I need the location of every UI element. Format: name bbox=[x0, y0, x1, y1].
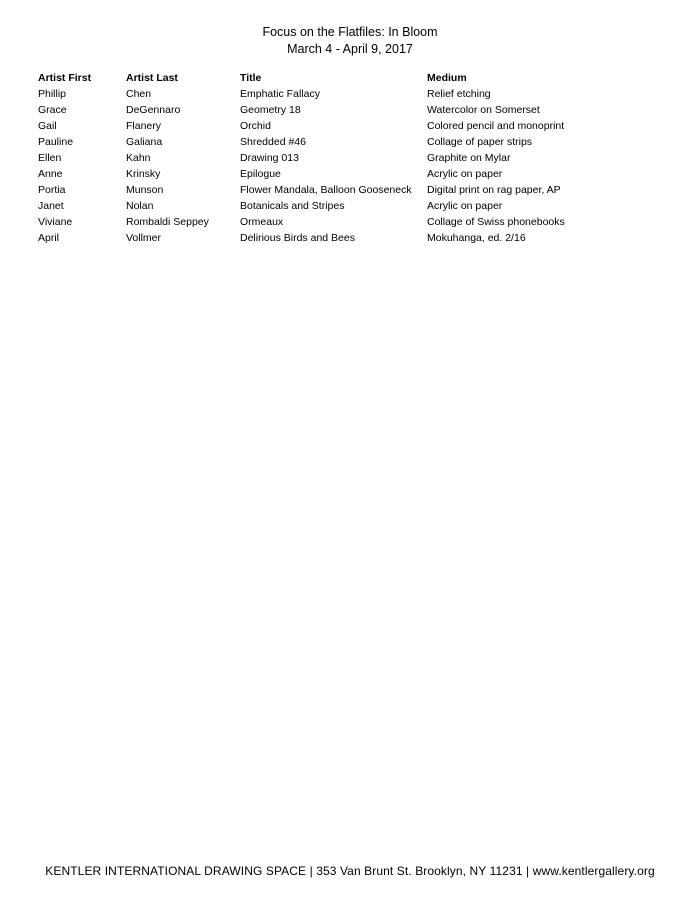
exhibition-title: Focus on the Flatfiles: In Bloom bbox=[262, 25, 438, 39]
artist-first-cell: Pauline bbox=[38, 136, 74, 148]
table-row bbox=[38, 166, 587, 182]
artist-first-cell: Gail bbox=[38, 120, 57, 132]
table-row bbox=[38, 214, 587, 230]
artist-last-cell: Nolan bbox=[126, 200, 154, 212]
table-row bbox=[38, 182, 587, 198]
table-row bbox=[38, 134, 587, 150]
artist-last-cell: Kahn bbox=[126, 152, 151, 164]
artist-last-cell: DeGennaro bbox=[126, 104, 181, 116]
column-header-artist-last: Artist Last bbox=[126, 72, 178, 84]
artwork-checklist-table bbox=[38, 70, 587, 246]
table-row bbox=[38, 118, 587, 134]
artist-last-cell: Vollmer bbox=[126, 232, 162, 244]
artist-last-cell: Munson bbox=[126, 184, 164, 196]
title-cell: Delirious Birds and Bees bbox=[240, 232, 355, 244]
medium-cell: Collage of paper strips bbox=[427, 136, 533, 148]
document-header bbox=[0, 24, 700, 58]
title-cell: Geometry 18 bbox=[240, 104, 301, 116]
table-header-row bbox=[38, 70, 587, 86]
medium-cell: Watercolor on Somerset bbox=[427, 104, 540, 116]
artist-first-cell: Anne bbox=[38, 168, 63, 180]
column-header-title: Title bbox=[240, 72, 262, 84]
table-row bbox=[38, 198, 587, 214]
artist-first-cell: Viviane bbox=[38, 216, 73, 228]
table-row bbox=[38, 86, 587, 102]
artist-last-cell: Chen bbox=[126, 88, 152, 100]
artist-first-cell: Ellen bbox=[38, 152, 62, 164]
table-body bbox=[38, 86, 587, 246]
title-cell: Emphatic Fallacy bbox=[240, 88, 320, 100]
artist-first-cell: Janet bbox=[38, 200, 64, 212]
medium-cell: Collage of Swiss phonebooks bbox=[427, 216, 565, 228]
medium-cell: Graphite on Mylar bbox=[427, 152, 511, 164]
artist-first-cell: Grace bbox=[38, 104, 67, 116]
medium-cell: Mokuhanga, ed. 2/16 bbox=[427, 232, 526, 244]
artist-first-cell: Phillip bbox=[38, 88, 67, 100]
exhibition-dates: March 4 - April 9, 2017 bbox=[287, 42, 413, 56]
title-cell: Orchid bbox=[240, 120, 271, 132]
table-row bbox=[38, 102, 587, 118]
artist-first-cell: April bbox=[38, 232, 60, 244]
column-header-medium: Medium bbox=[427, 72, 467, 84]
gallery-footer: KENTLER INTERNATIONAL DRAWING SPACE | 353 Van Brunt St. Brooklyn, NY 11231 | www.kentlergallery.org bbox=[45, 864, 655, 878]
table-row bbox=[38, 150, 587, 166]
artist-last-cell: Krinsky bbox=[126, 168, 161, 180]
medium-cell: Relief etching bbox=[427, 88, 491, 100]
title-cell: Flower Mandala, Balloon Gooseneck bbox=[240, 184, 412, 196]
artist-last-cell: Galiana bbox=[126, 136, 163, 148]
medium-cell: Digital print on rag paper, AP bbox=[427, 184, 561, 196]
title-cell: Botanicals and Stripes bbox=[240, 200, 345, 212]
title-cell: Shredded #46 bbox=[240, 136, 306, 148]
artist-last-cell: Flanery bbox=[126, 120, 162, 132]
title-cell: Ormeaux bbox=[240, 216, 284, 228]
artist-last-cell: Rombaldi Seppey bbox=[126, 216, 209, 228]
column-header-artist-first: Artist First bbox=[38, 72, 92, 84]
artist-first-cell: Portia bbox=[38, 184, 66, 196]
medium-cell: Acrylic on paper bbox=[427, 168, 503, 180]
title-cell: Drawing 013 bbox=[240, 152, 299, 164]
medium-cell: Acrylic on paper bbox=[427, 200, 503, 212]
medium-cell: Colored pencil and monoprint bbox=[427, 120, 565, 132]
table-row bbox=[38, 230, 587, 246]
title-cell: Epilogue bbox=[240, 168, 281, 180]
